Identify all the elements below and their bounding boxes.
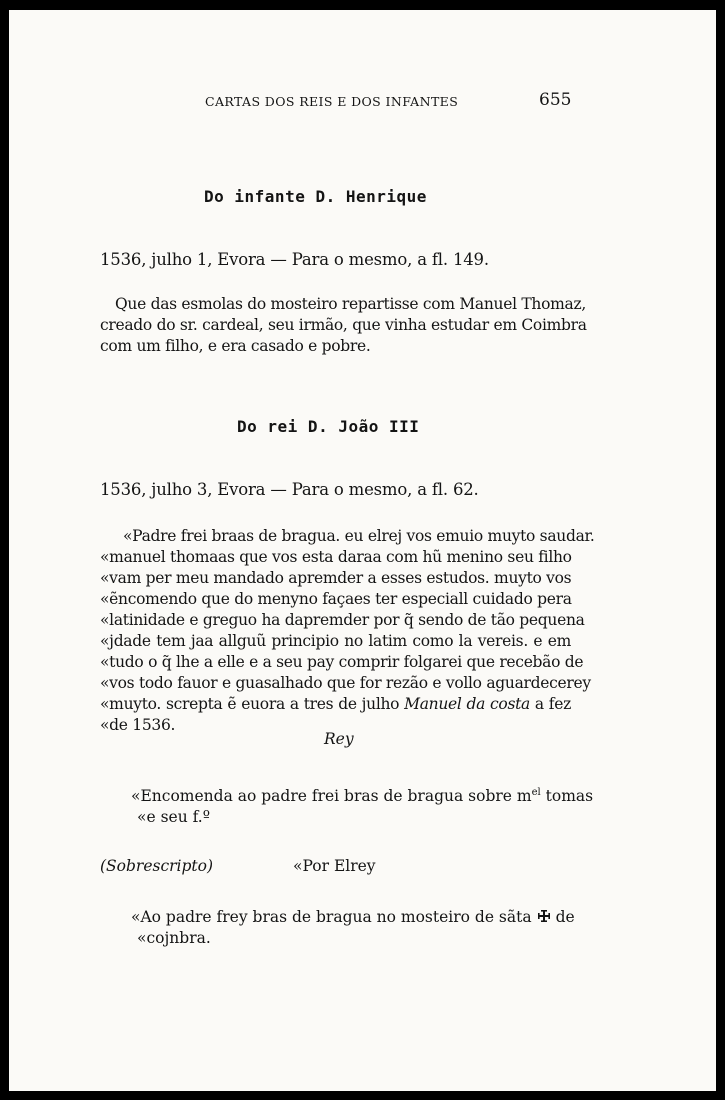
summary-line: Que das esmolas do mosteiro repartisse com Manuel Thomaz,	[115, 295, 586, 313]
entry-line-1: 1536, julho 1, Evora — Para o mesmo, a fl. 149.	[100, 250, 489, 269]
address-line	[131, 907, 575, 928]
fold-note-prefix: «Encomenda ao padre frei bras de bragua sobre m	[131, 787, 532, 806]
letter-line: «de 1536.	[100, 716, 176, 734]
fold-note	[131, 782, 593, 828]
letter-line: «latinidade e greguo ha dapremder por q̃ sendo de tão pequena	[100, 611, 585, 629]
section-heading-rei: Do rei D. João III	[237, 417, 420, 436]
section-heading-infante: Do infante D. Henrique	[204, 187, 427, 206]
address-suffix: de	[555, 908, 575, 926]
signature: Rey	[324, 730, 354, 748]
letter-line: «jdade tem jaa allguũ principio no latim como la vereis. e em	[100, 632, 571, 650]
fold-note-suffix: tomas	[540, 787, 594, 806]
letter-line: «ẽncomendo que do menyno façaes ter especiall cuidado pera	[100, 590, 572, 608]
running-header: CARTAS DOS REIS E DOS INFANTES	[205, 94, 459, 109]
letter-close-line	[100, 694, 571, 715]
entry-line-2: 1536, julho 3, Evora — Para o mesmo, a fl. 62.	[100, 480, 479, 499]
letter-signer-name: Manuel da costa	[404, 695, 530, 713]
summary-paragraph	[100, 294, 587, 357]
superscription-text: «Por Elrey	[293, 857, 376, 875]
summary-line: com um filho, e era casado e pobre.	[100, 337, 371, 355]
superscription-label: (Sobrescripto)	[100, 857, 214, 875]
fold-note-line-2: «e seu f.º	[137, 808, 211, 827]
summary-line: creado do sr. cardeal, seu irmão, que vinha estudar em Coimbra	[100, 316, 587, 334]
address-prefix: «Ao padre frey bras de bragua no mosteiro de sãta	[131, 908, 532, 926]
letter-line: «vam per meu mandado apremder a esses estudos. muyto vos	[100, 569, 572, 587]
letter-line: «vos todo fauor e guasalhado que for rezão e vollo aguardecerey	[100, 674, 591, 692]
cross-potent-icon	[536, 908, 552, 922]
letter-line: «Padre frei braas de bragua. eu elrej vos emuio muyto saudar.	[123, 527, 595, 545]
letter-close-prefix: «muyto. screpta ẽ euora a tres de julho	[100, 695, 400, 713]
letter-text	[100, 526, 595, 736]
address-line-2: «cojnbra.	[137, 929, 211, 947]
letter-line: «tudo o q̃ lhe a elle e a seu pay comprir folgarei que recebão de	[100, 653, 584, 671]
address	[131, 907, 575, 949]
fold-note-line	[131, 782, 593, 807]
fold-note-sup: el	[531, 787, 541, 798]
letter-line: «manuel thomaas que vos esta daraa com hũ menino seu filho	[100, 548, 572, 566]
page-number: 655	[539, 90, 572, 110]
letter-close-suffix: a fez	[534, 695, 571, 713]
book-page	[9, 10, 716, 1091]
